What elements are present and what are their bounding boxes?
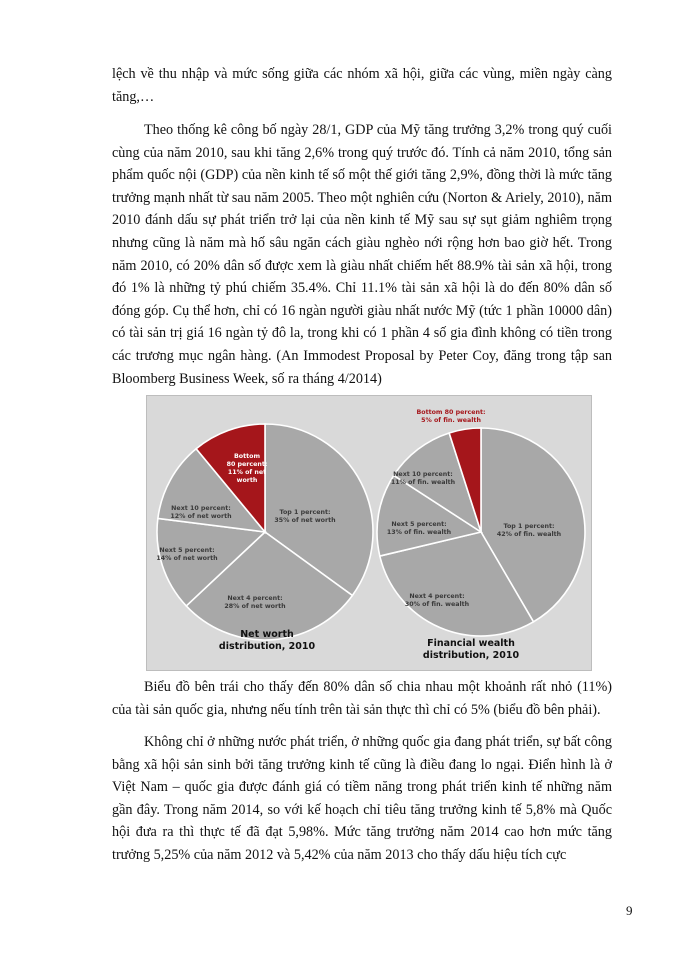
slice-label-2-1: Top 1 percent: 42% of fin. wealth — [496, 523, 562, 538]
slice-label-2-2: Next 4 percent: 30% of fin. wealth — [404, 593, 470, 608]
wealth-distribution-figure — [146, 395, 592, 671]
chart-caption-2: Financial wealth distribution, 2010 — [422, 638, 520, 661]
paragraph-1: lệch về thu nhập và mức sống giữa các nhóm xã hội, giữa các vùng, miền ngày càng tăng,… — [112, 66, 612, 105]
slice-label-1-5: Bottom 80 percent: 11% of net worth — [226, 453, 268, 484]
slice-label-1-3: Next 5 percent: 14% of net worth — [156, 547, 218, 562]
slice-label-1-1: Top 1 percent: 35% of net worth — [274, 509, 336, 524]
slice-label-2-4: Next 10 percent: 11% of fin. wealth — [390, 471, 456, 486]
paragraph-2: Theo thống kê công bố ngày 28/1, GDP của Mỹ tăng trưởng 3,2% trong quý cuối cùng của năm 2010, sau khi tăng 2,6% trong quý trước đó. Tính cả năm 2010, tổng sản phẩm quốc nội (GDP) của nền kinh tế số một thế giới tăng 2,9%, đồng thời là mức tăng trưởng mạnh nhất từ sau năm 2005. Theo một nghiên cứu (Norton & Ariely, 2010), năm 2010 đánh dấu sự phát triển trở lại của nền kinh tế Mỹ sau sự sụt giảm nghiêm trọng nhưng cũng là năm mà hố sâu ngăn cách giàu nghèo nới rộng hơn bao giờ hết. Trong năm 2010, có 20% dân số được xem là giàu nhất chiếm hết 88.9% tài sản xã hội, trong đó 1% là những tỷ phú chiếm 35.4%. Chỉ 11.1% tài sản xã hội là do đến 80% dân số đóng góp. Cụ thể hơn, chỉ có 16 ngàn người giàu nhất nước Mỹ (tức 1 phần 10000 dân) có tài sản trị giá 16 ngàn tỷ đô la, trong khi có 1 phần 4 số gia đình không có tiền trong các trương mục ngân hàng. (An Immodest Proposal by Peter Coy, đăng trong tập san Bloomberg Business Week, số ra tháng 4/2014) — [112, 122, 612, 387]
paragraph-3: Biểu đồ bên trái cho thấy đến 80% dân số chia nhau một khoảnh rất nhỏ (11%) của tài sản quốc gia, nhưng nếu tính trên tài sản thực thì chỉ có 5% (biểu đồ bên phải). — [112, 679, 612, 718]
paragraph-4: Không chỉ ở những nước phát triển, ở những quốc gia đang phát triển, sự bất công bằng xã hội sản sinh bởi tăng trưởng kinh tế cũng là điều đang lo ngại. Điển hình là ở Việt Nam – quốc gia được đánh giá có tiềm năng trong phát triển kinh tế những năm gần đây. Trong năm 2014, so với kế hoạch chỉ tiêu tăng trưởng kinh tế 5,8% mà Quốc hội đưa ra thì thực tế đã đạt 5,98%. Mức tăng trưởng năm 2014 cao hơn mức tăng trưởng 5,25% của năm 2012 và 5,42% của năm 2013 cho thấy dấu hiệu tích cực — [112, 734, 612, 863]
page-number: 9 — [626, 903, 633, 918]
slice-label-2-3: Next 5 percent: 13% of fin. wealth — [386, 521, 452, 536]
slice-label-1-2: Next 4 percent: 28% of net worth — [224, 595, 286, 610]
slice-label-2-5: Bottom 80 percent: 5% of fin. wealth — [416, 409, 486, 424]
pie-charts-svg — [147, 396, 591, 670]
chart-caption-1: Net worth distribution, 2010 — [218, 629, 316, 652]
slice-label-1-4: Next 10 percent: 12% of net worth — [170, 505, 232, 520]
